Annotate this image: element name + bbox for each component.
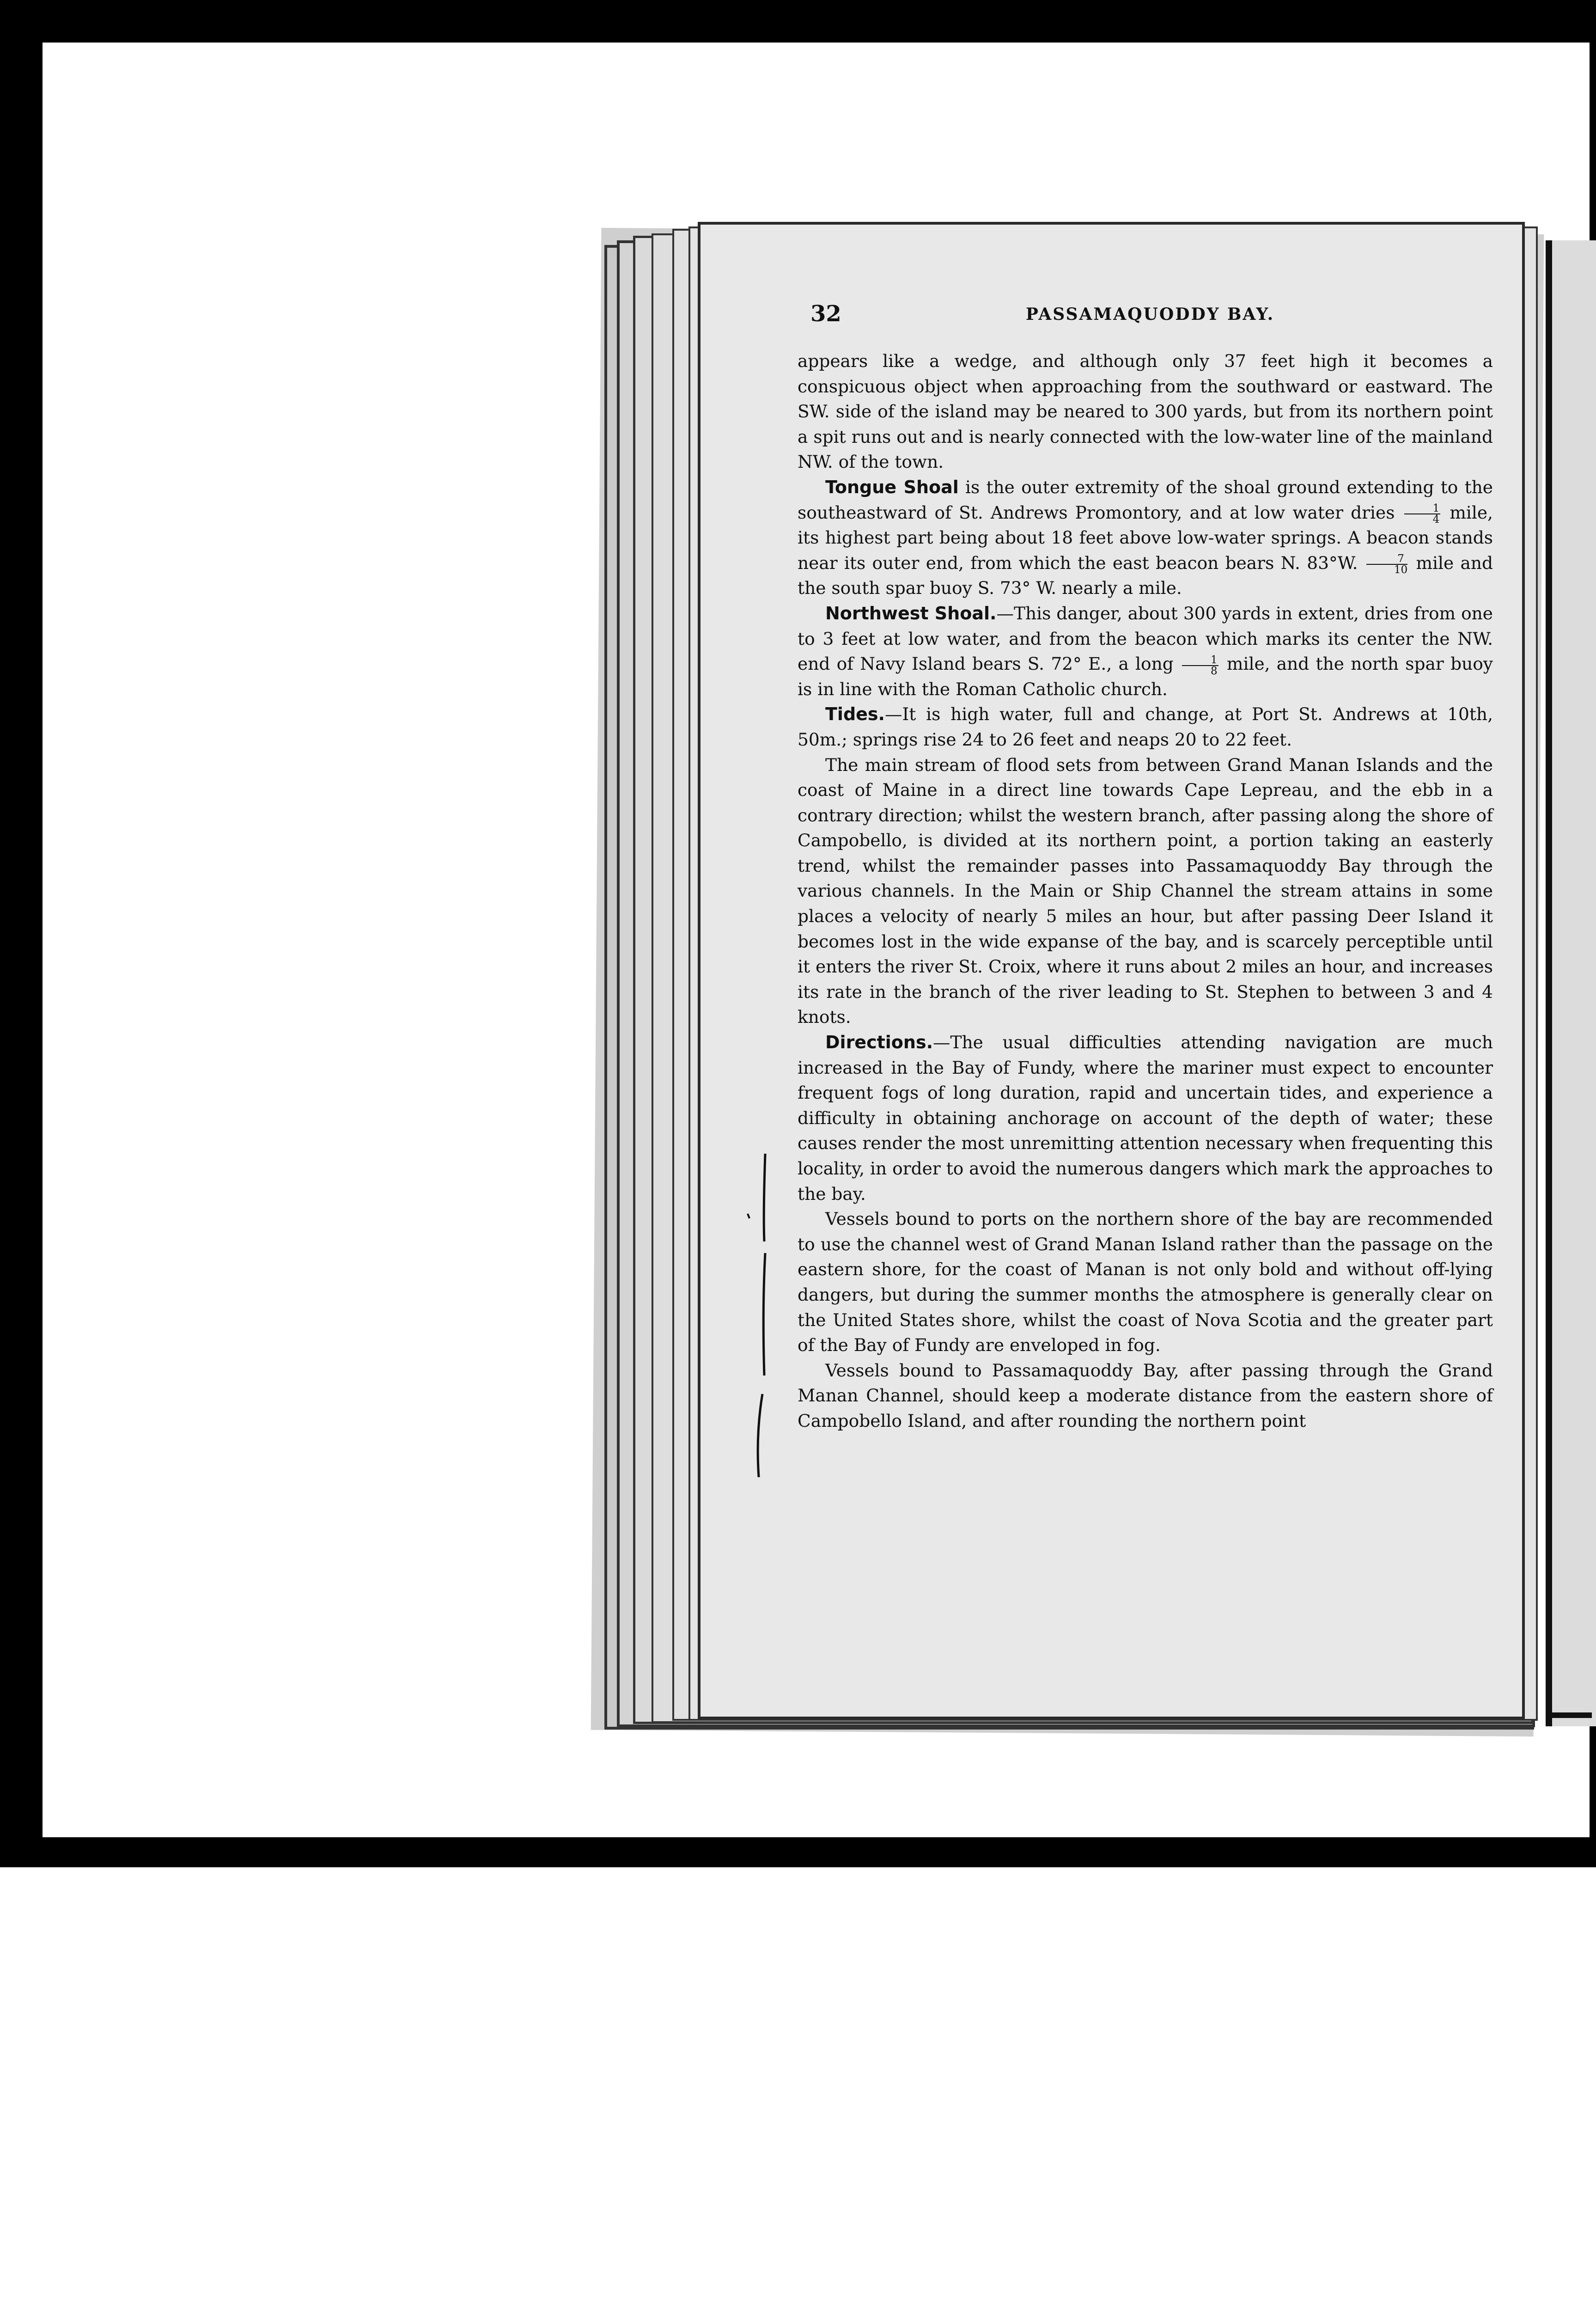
section-heading: Northwest Shoal. — [825, 603, 997, 624]
fraction-denominator: 8 — [1211, 665, 1218, 677]
fraction-denominator: 10 — [1394, 564, 1408, 576]
page-body — [798, 348, 1493, 1434]
fraction — [1404, 503, 1441, 525]
fraction — [1366, 554, 1407, 575]
book-page — [698, 222, 1525, 1719]
scan-border-left — [0, 0, 43, 1867]
paragraph-text: Vessels bound to ports on the northern shore of the bay are recommended to use the channel west of Grand Manan Island rather than the passage on the eastern shore, for the coast of Manan is not only bold and without off-lying dangers, but during the summer months the atmosphere is generally clear on the United States shore, whilst the coast of Nova Scotia and the greater part of the Bay of Fundy are enveloped in fog. — [798, 1209, 1493, 1356]
paragraph — [798, 702, 1493, 752]
paragraph-text: —It is high water, full and change, at Port St. Andrews at 10th, 50m.; springs rise 24 to 26 feet and neaps 20 to 22 feet. — [798, 704, 1493, 750]
paragraph-text: The main stream of flood sets from between Grand Manan Islands and the coast of Maine in a direct line towards Cape Lepreau, and the ebb in a contrary direction; whilst the western branch, after passing along the shore of Campobello, is divided at its northern point, a portion taking an easterly trend, whilst the remainder passes into Passamaquoddy Bay through the various channels. In the Main or Ship Channel the stream attains in some places a velocity of nearly 5 miles an hour, but after passing Deer Island it becomes lost in the wide expanse of the bay, and is scarcely perceptible until it enters the river St. Croix, where it runs about 2 miles an hour, and increases its rate in the branch of the river leading to St. Stephen to between 3 and 4 knots. — [798, 754, 1493, 1027]
paragraph-text: Vessels bound to Passamaquoddy Bay, after passing through the Grand Manan Channel, should keep a moderate distance from the eastern shore of Campobello Island, and after rounding the northern point — [798, 1360, 1493, 1431]
scan-border-bottom — [0, 1837, 1596, 1867]
paragraph-text: mile, its highest part being about 18 feet above low-water springs. A beacon stands near its outer end, from which the east beacon bears N. 83°W. — [798, 502, 1493, 573]
fraction-denominator: 4 — [1432, 514, 1440, 526]
paragraph — [798, 601, 1493, 702]
facing-page-edge — [1546, 240, 1596, 1726]
paragraph-text: appears like a wedge, and although only 37 feet high it becomes a conspicuous object when approaching from the southward or eastward. The SW. side of the island may be neared to 300 yards, but from its northern point a spit runs out and is nearly connected with the low-water line of the mainland NW. of the town. — [798, 351, 1493, 472]
paragraph — [798, 752, 1493, 1030]
page-number: 32 — [810, 301, 841, 327]
paragraph-text: —This danger, about 300 yards in extent, dries from one to 3 feet at low water, and from the beacon which marks its center the NW. end of Navy Island bears S. 72° E., a long — [798, 603, 1493, 674]
paragraph — [798, 1206, 1493, 1358]
section-heading: Tongue Shoal — [825, 477, 959, 497]
paragraph — [798, 1030, 1493, 1206]
section-heading: Tides. — [825, 704, 885, 725]
section-heading: Directions. — [825, 1032, 933, 1053]
paragraph-text: —The usual difficulties attending navigation are much increased in the Bay of Fundy, where the mariner must expect to encounter frequent fogs of long duration, rapid and uncertain tides, and experience a difficulty in obtaining anchorage on account of the depth of water; these causes render the most unremitting attention necessary when frequenting this locality, in order to avoid the numerous dangers which mark the approaches to the bay. — [798, 1032, 1493, 1204]
fraction-numerator: 7 — [1366, 554, 1407, 565]
paragraph — [798, 475, 1493, 601]
fraction-numerator: 1 — [1182, 655, 1218, 666]
paragraph-text: mile, and the north spar buoy is in line with the Roman Catholic church. — [798, 654, 1493, 699]
fraction — [1182, 655, 1218, 676]
margin-annotation-mark — [747, 1154, 774, 1477]
page-header — [810, 301, 1490, 329]
fraction-numerator: 1 — [1404, 503, 1441, 514]
facing-page-edge-bottom — [1548, 1712, 1592, 1718]
paragraph-text: is the outer extremity of the shoal ground extending to the southeastward of St. Andrews Promontory, and at low water dries — [798, 477, 1493, 523]
paragraph-text: mile and the south spar buoy S. 73° W. nearly a mile. — [798, 552, 1493, 599]
scan-border-top — [0, 0, 1596, 43]
paragraph — [798, 348, 1493, 475]
paragraph — [798, 1358, 1493, 1434]
running-header: PASSAMAQUODDY BAY. — [1025, 305, 1275, 324]
